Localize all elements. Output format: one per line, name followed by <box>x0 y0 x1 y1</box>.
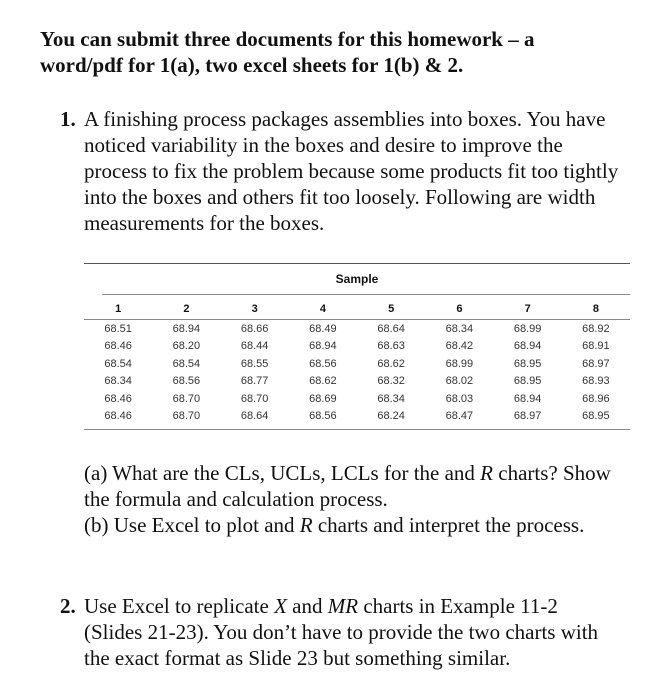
table-cell: 68.70 <box>172 392 201 405</box>
table-bottom-rule <box>84 429 630 430</box>
table-cell: 68.99 <box>445 357 474 370</box>
part-a-text-end: charts? Show the formula and calculation process. <box>84 461 611 511</box>
table-cell: 68.34 <box>445 322 474 335</box>
table-cell: 68.69 <box>309 392 337 405</box>
table-cell: 68.54 <box>172 357 201 370</box>
table-cell: 68.20 <box>172 340 201 353</box>
column-header: 6 <box>456 302 463 315</box>
column-header: 2 <box>183 302 190 315</box>
column-header: 3 <box>251 302 258 315</box>
question-1-parts <box>84 460 614 538</box>
table-cell: 68.32 <box>377 375 405 388</box>
table-cell: 68.62 <box>309 375 337 388</box>
part-a <box>84 460 614 512</box>
table-cell: 68.03 <box>445 392 474 405</box>
table-cell: 68.64 <box>377 322 405 335</box>
table-cell: 68.95 <box>513 357 542 370</box>
table-cell: 68.63 <box>377 340 405 353</box>
table-cell: 68.54 <box>104 357 132 370</box>
table-cell: 68.91 <box>582 340 610 353</box>
table-cell: 68.47 <box>445 410 474 423</box>
table-cell: 68.55 <box>240 357 269 370</box>
column-header: 7 <box>524 302 531 315</box>
question-2 <box>60 593 620 671</box>
homework-header <box>40 26 630 78</box>
table-cell: 68.70 <box>240 392 269 405</box>
question-1-text: A finishing process packages assemblies into boxes. You have noticed variability in the boxes and desire to improve the process to fix the problem because some products fit too tightly into the boxes and others fit too loosely. Following are width measurements for the boxes. <box>84 107 619 235</box>
table-cell: 68.56 <box>309 357 337 370</box>
column-header: 4 <box>319 302 326 315</box>
sample-group-label: Sample <box>335 272 379 286</box>
table-cell: 68.97 <box>582 357 610 370</box>
table-cell: 68.95 <box>513 375 542 388</box>
header-line-2: word/pdf for 1(a), two excel sheets for 1(b) & 2. <box>40 53 464 77</box>
table-cell: 68.64 <box>240 410 269 423</box>
x-symbol: X <box>274 594 287 618</box>
question-2-and: and <box>286 594 328 618</box>
part-a-r-symbol: R <box>480 461 493 485</box>
table-cell: 68.93 <box>582 375 610 388</box>
table-cell: 68.92 <box>582 322 610 335</box>
part-b-text-end: charts and interpret the process. <box>312 513 585 537</box>
table-cell: 68.95 <box>582 410 610 423</box>
measurements-table <box>84 298 630 425</box>
table-row <box>84 338 630 356</box>
table-cell: 68.44 <box>240 340 269 353</box>
mr-symbol: MR <box>327 594 359 618</box>
table-cell: 68.24 <box>377 410 405 423</box>
table-row <box>84 320 630 338</box>
table-cell: 68.66 <box>240 322 269 335</box>
part-b-r-symbol: R <box>299 513 313 537</box>
question-2-text-start: Use Excel to replicate <box>84 594 275 618</box>
table-cell: 68.34 <box>104 375 132 388</box>
table-row <box>84 390 630 408</box>
question-1-number: 1. <box>60 107 76 131</box>
table-group-rule <box>102 294 630 295</box>
table-row <box>84 355 630 373</box>
question-2-text-end: charts in Example 11-2 (Slides 21-23). You don’t have to provide the two charts with the exact format as Slide 23 but something similar. <box>84 594 599 670</box>
part-a-text-start: (a) What are the CLs, UCLs, LCLs for the and <box>84 461 481 485</box>
table-cell: 68.94 <box>513 340 542 353</box>
table-cell: 68.46 <box>104 392 132 405</box>
question-1 <box>60 106 620 236</box>
table-cell: 68.49 <box>309 322 337 335</box>
table-cell: 68.42 <box>445 340 474 353</box>
table-cell: 68.99 <box>513 322 542 335</box>
table-cell: 68.97 <box>513 410 542 423</box>
table-cell: 68.46 <box>104 410 132 423</box>
table-cell: 68.94 <box>172 322 201 335</box>
question-2-number: 2. <box>60 594 76 618</box>
part-b <box>84 512 614 538</box>
table-cell: 68.96 <box>582 392 610 405</box>
table-row <box>84 408 630 426</box>
sample-table <box>84 263 630 430</box>
table-cell: 68.94 <box>309 340 337 353</box>
question-2-text <box>84 593 620 671</box>
table-cell: 68.62 <box>377 357 405 370</box>
table-cell: 68.77 <box>240 375 269 388</box>
table-cell: 68.56 <box>172 375 201 388</box>
header-line-1: You can submit three documents for this homework – a <box>40 27 535 51</box>
table-cell: 68.51 <box>104 322 132 335</box>
table-row <box>84 373 630 391</box>
column-header: 5 <box>388 302 395 315</box>
table-cell: 68.70 <box>172 410 201 423</box>
table-cell: 68.94 <box>513 392 542 405</box>
table-cell: 68.02 <box>445 375 474 388</box>
table-cell: 68.46 <box>104 340 132 353</box>
table-header-row <box>84 298 630 320</box>
table-cell: 68.34 <box>377 392 405 405</box>
table-cell: 68.56 <box>309 410 337 423</box>
column-header: 1 <box>115 302 122 315</box>
column-header: 8 <box>592 302 599 315</box>
part-b-text-start: (b) Use Excel to plot and <box>84 513 300 537</box>
